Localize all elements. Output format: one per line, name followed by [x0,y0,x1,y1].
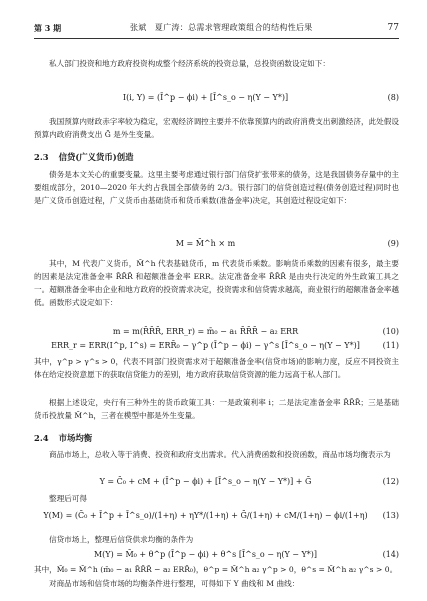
paragraph [34,257,399,309]
paragraph-text: 商品市场上，总收入等于消费、投资和政府支出需求。代入消费函数和投资函数，商品市场均衡表示为 [49,450,391,459]
paragraph-text: 我国预算内财政赤字率较为稳定，宏观经济调控主要并不依靠预算内的政府消费支出刺激经济，此处假设预算内政府消费支出 Ḡ 是外生变量。 [34,117,399,139]
equation-number: (9) [387,239,399,248]
equation-number: (11) [382,341,399,350]
paragraph [34,563,399,576]
paragraph-text: 债务是本文关心的重要变量。这里主要考虑通过银行部门信贷扩张带来的债务，这是我国债务存量中的主要组成部分，2010—2020 年大约占我国全部债务的 2/3。银行部门的信贷创造过程(债务创造过程)同时也是广义货币创造过程，广义货币由基础货币和货币乘数(准备金率)决定，其创造过程设定如下： [34,170,399,205]
paragraph [34,355,399,381]
paragraph [34,57,399,70]
equation-8 [34,92,399,104]
paragraph [34,396,399,422]
equation-body: I(i, Y) = (Ī^p − ϕi) + [Ī^s_o − η(Y − Y*)] [122,93,289,102]
equation-body: m = m(R̄R̄R̄, ERR_r) = m̄₀ − a₁ R̄R̄R̄ − a₂ ERR [112,327,299,336]
issue-label: 第 3 期 [34,23,62,33]
equation-number: (8) [387,93,399,102]
equation-body: M = M̄^h × m [175,239,236,248]
paragraph [34,533,399,546]
paragraph-text: 其中，M̄₀ = M̄^h (m̄₀ − a₁ R̄R̄R̄ − a₂ ERR̄₀)，θ^p = M̄^h a₂ γ^p > 0，θ^s = M̄^h a₂ γ^s > 0。 [34,565,398,574]
paragraph-text: 私人部门投资和地方政府投资构成整个经济系统的投资总量，总投资函数设定如下： [49,59,330,68]
paragraph [34,115,399,141]
section-heading-2-4 [34,432,102,444]
paragraph-text: 其中，M 代表广义货币，M̄^h 代表基础货币，m 代表货币乘数。影响货币乘数的因素有很多，最主要的因素是法定准备金率 R̄R̄R̄ 和超额准备金率 ERR。法定准备金率 R̄R̄R̄ 是由央行决定的外生政策工具之一。超额准备金率由企业和地方政府的投资需求决定，投资需求和信贷需求越高，商业银行的超额准备金率越低。函数形式设定如下： [34,259,399,307]
paragraph [34,577,399,590]
equation-number: (13) [382,511,399,520]
paragraph [34,448,399,461]
paragraph [34,492,399,505]
equation-number: (12) [382,477,399,486]
equation-10 [34,326,399,338]
running-title: 张斌 夏广涛：总需求管理政策组合的结构性后果 [130,23,313,32]
section-title: 信贷(广义货币)创造 [58,152,134,162]
paragraph-text: 整理后可得 [49,494,87,503]
paragraph-text: 对商品市场和信贷市场的均衡条件进行整理，可得如下 Y 曲线和 M 曲线： [49,579,300,588]
equation-12 [34,476,399,488]
section-heading-2-3 [34,151,144,163]
paragraph [34,168,399,207]
equation-body: Y(M) = (C̄₀ + Ī^p + Ī^s_o)/(1+η) + ηY*/(1+η) + Ḡ/(1+η) + cM/(1+η) − ϕi/(1+η) [43,511,368,520]
paragraph-text: 信贷市场上，整理后信贷供求均衡的条件为 [49,535,194,544]
section-number: 2.3 [34,152,49,162]
equation-body: M(Y) = M̄₀ + θ^p (Ī^p − ϕi) + θ^s [Ī^s_o − η(Y − Y*)] [93,550,318,559]
equation-body: Y = C̄₀ + cM + (Ī^p − ϕi) + [Ī^s_o − η(Y − Y*)] + Ḡ [99,477,312,486]
equation-13 [34,510,399,522]
equation-body: ERR_r = ERR(I^p, I^s) = ERR̄₀ − γ^p (Ī^p − ϕi) − γ^s [Ī^s_o − η(Y − Y*)] [51,341,360,350]
equation-11 [34,340,399,352]
page-number: 77 [387,23,399,33]
paragraph-text: 其中，γ^p > γ^s > 0，代表不同部门投资需求对于超额准备金率(信贷市场)的影响力度，反应不同投资主体在给定投资意愿下的获取信贷能力的差别，地方政府获取信贷资源的能力远高于私人部门。 [34,357,399,379]
section-number: 2.4 [34,433,49,443]
equation-9 [34,238,399,250]
running-header [34,22,399,34]
equation-14 [34,549,399,561]
paragraph-text: 根据上述设定，央行有三种外生的货币政策工具：一是政策利率 i；二是法定准备金率 R̄R̄R̄；三是基础货币投放量 M̄^h，三者在模型中都是外生变量。 [34,398,399,420]
equation-number: (14) [382,550,399,559]
section-title: 市场均衡 [58,433,93,443]
header-rule [34,38,399,39]
equation-number: (10) [382,327,399,336]
